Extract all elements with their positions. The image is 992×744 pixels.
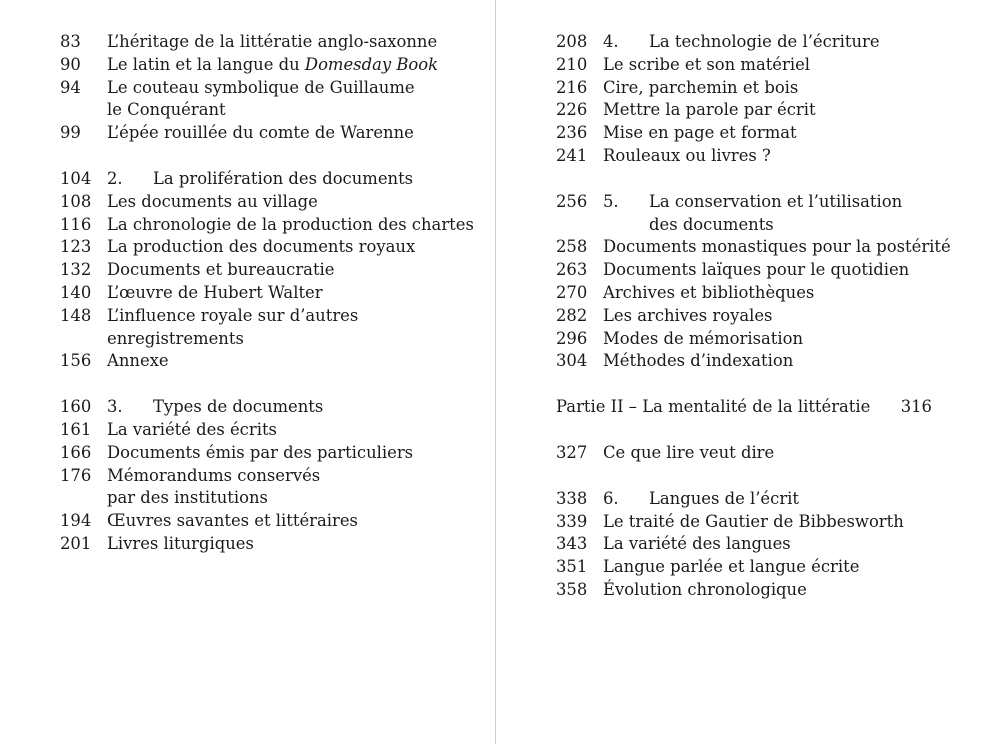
entry-title [107,191,480,214]
entry-title-text: le Conquérant [107,100,226,120]
page-number: 241 [556,145,588,165]
toc-entry [60,350,480,373]
page-number: 296 [556,328,588,348]
toc-entry [60,214,480,237]
section-gap [556,373,936,396]
entry-title-text: Mémorandums conservés [107,465,321,485]
entry-title [603,305,936,328]
entry-title [107,305,480,328]
page-number: 338 [556,488,588,508]
entry-title-continuation [107,99,480,122]
entry-title-text: Le couteau symbolique de Guillaume [107,77,415,97]
entry-title-text: des documents [649,214,774,234]
page-number: 201 [60,533,92,553]
page-number: 104 [60,168,92,188]
page-number: 166 [60,442,92,462]
entry-title-text: La chronologie de la production des chartes [107,214,474,234]
entry-title [107,350,480,373]
section-gap [60,145,480,168]
entry-title [603,579,936,602]
toc-entry [60,236,480,259]
entry-title [603,31,936,54]
entry-title-text: L’épée rouillée du comte de Warenne [107,123,414,143]
page-number: 226 [556,100,588,120]
toc-entry [556,259,936,282]
entry-title-text: Documents laïques pour le quotidien [603,260,910,280]
entry-title [107,236,480,259]
part-heading [556,396,936,419]
entry-title-text: La conservation et l’utilisation [649,191,903,211]
entry-title [107,510,480,533]
entry-title-text: Types de documents [153,397,324,417]
toc-entry [60,510,480,533]
entry-title-text: L’héritage de la littératie anglo-saxonne [107,32,438,51]
chapter-number: 3. [107,397,123,417]
entry-title [603,511,936,534]
page-number: 236 [556,123,588,143]
entry-title [603,533,936,556]
page-number: 358 [556,579,588,599]
entry-title-text: Rouleaux ou livres ? [603,145,771,165]
toc-entry [60,77,480,123]
entry-title-text: Les archives royales [603,305,773,325]
page-number: 258 [556,237,588,257]
entry-title [107,122,480,145]
entry-title [107,396,480,419]
entry-title-text: Œuvres savantes et littéraires [107,511,358,531]
page-number: 210 [556,54,588,74]
page-number: 160 [60,397,92,417]
entry-title-continuation [107,328,480,351]
toc-entry [60,465,480,511]
entry-title-text: Évolution chronologique [603,579,807,599]
chapter-entry [60,396,480,419]
toc-entry [60,191,480,214]
entry-title-text: La variété des écrits [107,419,277,439]
entry-title [603,122,936,145]
toc-entry [60,533,480,556]
entry-title [107,465,480,488]
section-gap [556,168,936,191]
page-number: 123 [60,237,92,257]
entry-title-text: Cire, parchemin et bois [603,77,799,97]
page-fold [495,0,496,744]
part-page-number: 316 [900,397,932,417]
entry-title [107,419,480,442]
page-number: 194 [60,511,92,531]
chapter-number: 2. [107,168,123,188]
toc-entry [556,511,936,534]
entry-title-text: La prolifération des documents [153,168,414,188]
entry-title [603,350,936,373]
entry-title [603,282,936,305]
section-gap [556,465,936,488]
entry-title [603,77,936,100]
page-number: 263 [556,260,588,280]
toc-entry [556,579,936,602]
page-number: 282 [556,305,588,325]
entry-title [107,259,480,282]
page-number: 99 [60,123,81,143]
section-gap [60,373,480,396]
entry-title-text: Langues de l’écrit [649,488,799,508]
toc-entry [60,31,480,54]
page-number: 161 [60,419,92,439]
entry-title-text: L’influence royale sur d’autres [107,305,359,325]
chapter-entry [556,31,936,54]
page-number: 256 [556,191,588,211]
page-number: 83 [60,32,81,51]
entry-title [107,168,480,191]
entry-title [603,556,936,579]
toc-entry [60,305,480,351]
toc-entry [556,328,936,351]
entry-title-text: La production des documents royaux [107,237,416,257]
toc-entry [60,54,480,77]
entry-title-text: Archives et bibliothèques [603,282,815,302]
page-number: 208 [556,32,588,51]
toc-entry [556,282,936,305]
toc-entry [60,122,480,145]
toc-entry [556,556,936,579]
entry-title [603,488,936,511]
entry-title-text: L’œuvre de Hubert Walter [107,282,323,302]
entry-title [603,191,936,214]
entry-title-text: Ce que lire veut dire [603,442,775,462]
entry-title-text: Documents émis par des particuliers [107,442,414,462]
entry-title-text: enregistrements [107,328,244,348]
entry-title [603,54,936,77]
entry-title [603,236,951,259]
entry-title-text: Le latin et la langue du [107,54,305,74]
chapter-entry [556,191,936,237]
entry-title-text: La variété des langues [603,534,791,554]
entry-title [603,328,936,351]
page-number: 156 [60,351,92,371]
entry-title [107,31,480,54]
page-number: 351 [556,557,588,577]
entry-title-continuation [603,214,936,237]
entry-title-text: Méthodes d’indexation [603,351,794,371]
entry-title-text: par des institutions [107,488,268,508]
toc-entry [556,533,936,556]
page-number: 94 [60,77,81,97]
page-number: 140 [60,282,92,302]
entry-title-text: Documents et bureaucratie [107,260,335,280]
entry-title [603,442,936,465]
page-number: 343 [556,534,588,554]
right-page-toc [556,31,951,602]
toc-entry [60,259,480,282]
page-number: 132 [60,260,92,280]
toc-entry [556,77,936,100]
entry-title [603,145,936,168]
page-number: 90 [60,54,81,74]
entry-title-text: La technologie de l’écriture [649,32,880,51]
toc-entry [556,145,936,168]
entry-title [107,282,480,305]
entry-title-text: Documents monastiques pour la postérité [603,237,951,257]
toc-entry [556,99,936,122]
entry-title-text: Mettre la parole par écrit [603,100,816,120]
page-number: 327 [556,442,588,462]
toc-entry [556,305,936,328]
toc-entry [556,350,936,373]
toc-entry [60,282,480,305]
entry-title-text: Le traité de Gautier de Bibbesworth [603,511,904,531]
entry-title-text: Modes de mémorisation [603,328,804,348]
page-number: 270 [556,282,588,302]
entry-title-text: Le scribe et son matériel [603,54,811,74]
chapter-number: 6. [603,488,619,508]
entry-title-continuation [107,487,480,510]
page-number: 339 [556,511,588,531]
entry-title [107,214,480,237]
entry-title [107,533,480,556]
entry-title-text: Annexe [107,351,169,371]
chapter-number: 4. [603,32,619,51]
left-page-toc [60,31,480,556]
page-number: 108 [60,191,92,211]
entry-title-text: Mise en page et format [603,123,797,143]
page-number: 116 [60,214,92,234]
entry-title [107,54,480,77]
toc-entry [556,122,936,145]
entry-title-italic: Domesday Book [304,54,439,74]
entry-title-text: Langue parlée et langue écrite [603,557,860,577]
toc-entry [556,236,951,259]
entry-title [107,77,480,100]
entry-title [603,259,936,282]
entry-title-text: Les documents au village [107,191,318,211]
page-number: 304 [556,351,588,371]
toc-entry [556,442,936,465]
toc-entry [60,419,480,442]
chapter-entry [60,168,480,191]
entry-title [107,442,480,465]
toc-entry [60,442,480,465]
chapter-entry [556,488,936,511]
entry-title [603,99,936,122]
page-number: 176 [60,465,92,485]
page-number: 216 [556,77,588,97]
entry-title-text: Livres liturgiques [107,533,254,553]
toc-entry [556,54,936,77]
page-number: 148 [60,305,92,325]
chapter-number: 5. [603,191,619,211]
section-gap [556,419,936,442]
part-title: Partie II – La mentalité de la littératie [556,397,871,417]
